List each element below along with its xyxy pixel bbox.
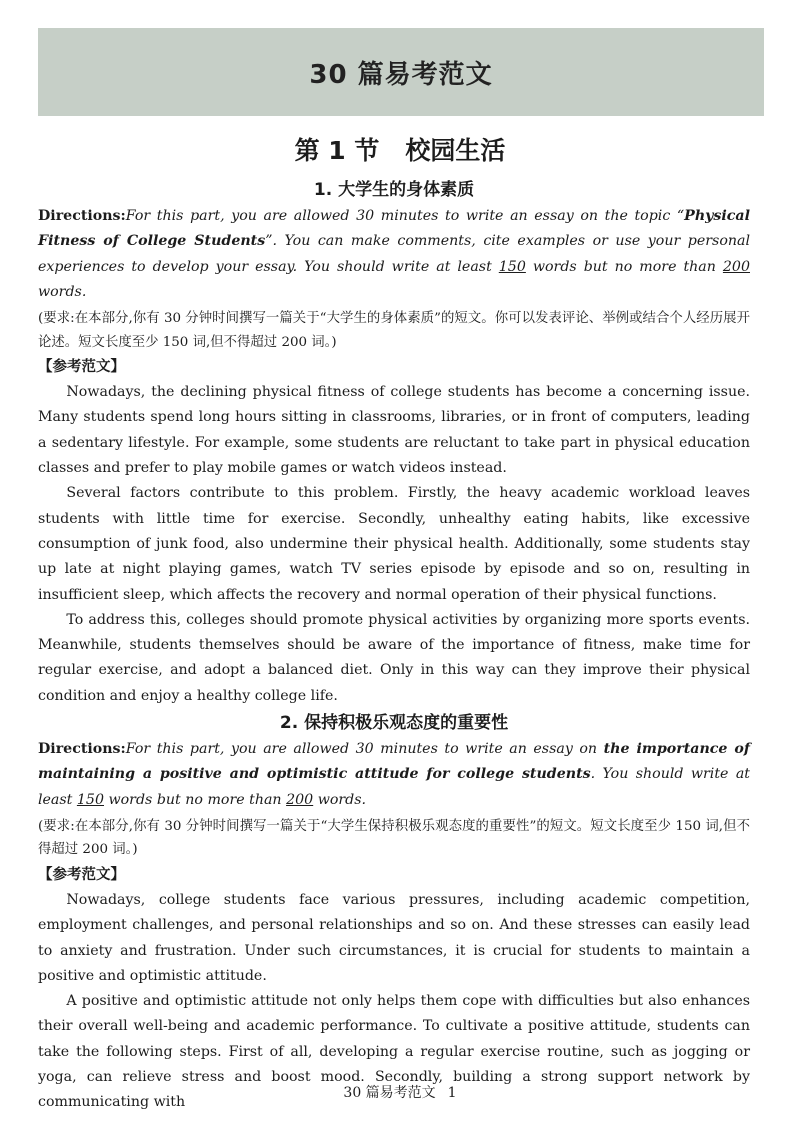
- banner-title: 30 篇易考范文: [309, 59, 493, 90]
- directions-text: For this part, you are allowed 30 minutes to write an essay on the topic “: [125, 208, 685, 224]
- essay-paragraph: To address this, colleges should promote physical activities by organizing more sports events. Meanwhile, students themselves should be aware of the importance of fitness, make time for regular exercise, and adopt a balanced diet. Only in this way can they improve their physical condition and enjoy a healthy college life.: [38, 611, 750, 704]
- essay-title: 1. 大学生的身体素质: [313, 180, 475, 200]
- header-banner: [38, 28, 764, 116]
- directions: [38, 204, 750, 305]
- directions-text: words.: [313, 791, 367, 808]
- essay-paragraph: Nowadays, the declining physical fitness of college students has become a concerning issue. Many students spend long hours sitting in classrooms, libraries, or in front of computers, leading a sedentary lifestyle. For example, some students are reluctant to take part in physical education classes and prefer to play mobile games or watch videos instead.: [38, 384, 750, 477]
- directions-text: words but no more than: [525, 258, 723, 275]
- page-content: [38, 176, 750, 1116]
- footer-text: 30 篇易考范文: [343, 1085, 436, 1101]
- requirement-text: (要求:在本部分,你有 30 分钟时间撰写一篇关于“大学生的身体素质”的短文。你可以发表评论、举例或结合个人经历展开论述。短文长度至少 150 词,但不得超过 200 词。): [38, 311, 750, 350]
- max-words: 200: [722, 258, 750, 275]
- min-words: 150: [76, 791, 104, 808]
- directions-text: ”. You can make comments, cite examples or use your personal experiences to develop your essay. You should write at least: [38, 233, 751, 275]
- page-footer: [0, 1082, 800, 1102]
- reference-label: 【参考范文】: [38, 866, 125, 883]
- essay-block: [38, 176, 750, 709]
- min-words: 150: [498, 258, 526, 275]
- directions-text: words but no more than: [103, 791, 287, 808]
- directions-label: Directions:: [38, 741, 126, 758]
- essay-paragraph: Several factors contribute to this problem. Firstly, the heavy academic workload leaves students with little time for exercise. Secondly, unhealthy eating habits, like excessive consumption of junk food, also undermine their physical health. Additionally, some students stay up late at night playing games, watch TV series episode by episode and so on, resulting in insufficient sleep, which affects the recovery and normal operation of their physical functions.: [38, 485, 750, 603]
- section-heading: [0, 131, 800, 167]
- essay-title: 2. 保持积极乐观态度的重要性: [279, 713, 509, 734]
- page-number: 1: [447, 1085, 457, 1101]
- essay-block: [38, 709, 750, 1116]
- section-number: 第 1 节: [294, 136, 380, 165]
- directions-topic: Physical Fitness of College Students: [38, 208, 750, 250]
- directions-text: For this part, you are allowed 30 minutes to write an essay on: [125, 741, 604, 758]
- max-words: 200: [286, 791, 314, 808]
- directions-text: . You should write at least: [38, 766, 750, 808]
- essay-paragraph: A positive and optimistic attitude not only helps them cope with difficulties but also enhances their overall well-being and academic performance. To cultivate a positive attitude, students can take the following steps. First of all, developing a regular exercise routine, such as jogging or yoga, can relieve stress and boost mood. Secondly, building a strong support network by communicating with: [38, 993, 750, 1111]
- section-title: 校园生活: [405, 136, 506, 165]
- directions-topic: the importance of maintaining a positive and optimistic attitude for college students: [38, 741, 750, 783]
- directions-text: words.: [38, 283, 87, 300]
- requirement-text: (要求:在本部分,你有 30 分钟时间撰写一篇关于“大学生保持积极乐观态度的重要性”的短文。短文长度至少 150 词,但不得超过 200 词。): [38, 818, 750, 858]
- directions-label: Directions:: [38, 208, 126, 224]
- essay-paragraph: Nowadays, college students face various pressures, including academic competition, employment challenges, and personal relationships and so on. And these stresses can easily lead to anxiety and frustration. Under such circumstances, it is crucial for students to maintain a positive and optimistic attitude.: [38, 891, 750, 984]
- directions: [38, 737, 750, 813]
- reference-label: 【参考范文】: [38, 359, 125, 376]
